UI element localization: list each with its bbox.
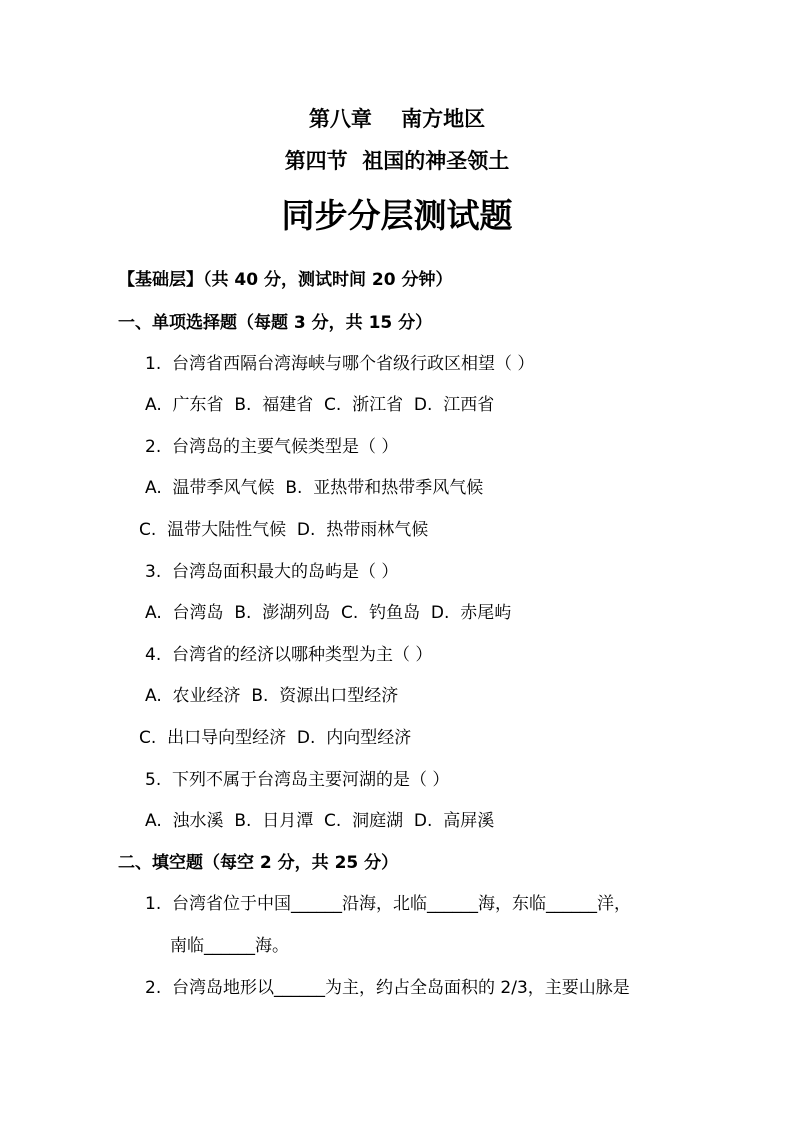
page-title: 同步分层测试题 bbox=[281, 196, 513, 235]
options-line: A. 浊水溪 B. 日月潭 C. 洞庭湖 D. 高屏溪 bbox=[145, 811, 495, 831]
question-line: 南临______海。 bbox=[170, 936, 289, 956]
question-line: 2. 台湾岛地形以______为主，约占全岛面积的 2/3，主要山脉是 bbox=[145, 978, 630, 998]
question-line: 1. 台湾省西隔台湾海峡与哪个省级行政区相望（ ） bbox=[145, 354, 535, 374]
question-line: 4. 台湾省的经济以哪种类型为主（ ） bbox=[145, 645, 433, 665]
options-line: A. 温带季风气候 B. 亚热带和热带季风气候 bbox=[145, 478, 484, 498]
question-line: 2. 台湾岛的主要气候类型是（ ） bbox=[145, 437, 399, 457]
options-line: C. 出口导向型经济 D. 内向型经济 bbox=[139, 728, 412, 748]
question-line: 3. 台湾岛面积最大的岛屿是（ ） bbox=[145, 562, 399, 582]
options-line: A. 台湾岛 B. 澎湖列岛 C. 钓鱼岛 D. 赤尾屿 bbox=[145, 603, 512, 623]
question-line: 1. 台湾省位于中国______沿海，北临______海，东临______洋， bbox=[145, 894, 632, 914]
section-heading-choice: 一、单项选择题（每题 3 分，共 15 分） bbox=[118, 313, 433, 333]
options-line: C. 温带大陆性气候 D. 热带雨林气候 bbox=[139, 520, 429, 540]
section-heading-fill: 二、填空题（每空 2 分，共 25 分） bbox=[118, 853, 399, 873]
options-line: A. 农业经济 B. 资源出口型经济 bbox=[145, 686, 399, 706]
question-line: 5. 下列不属于台湾岛主要河湖的是（ ） bbox=[145, 770, 450, 790]
level-heading: 【基础层】（共 40 分，测试时间 20 分钟） bbox=[118, 270, 453, 290]
options-line: A. 广东省 B. 福建省 C. 浙江省 D. 江西省 bbox=[145, 395, 495, 415]
section-title: 第四节 祖国的神圣领土 bbox=[284, 149, 510, 173]
chapter-title: 第八章 南方地区 bbox=[308, 107, 486, 131]
